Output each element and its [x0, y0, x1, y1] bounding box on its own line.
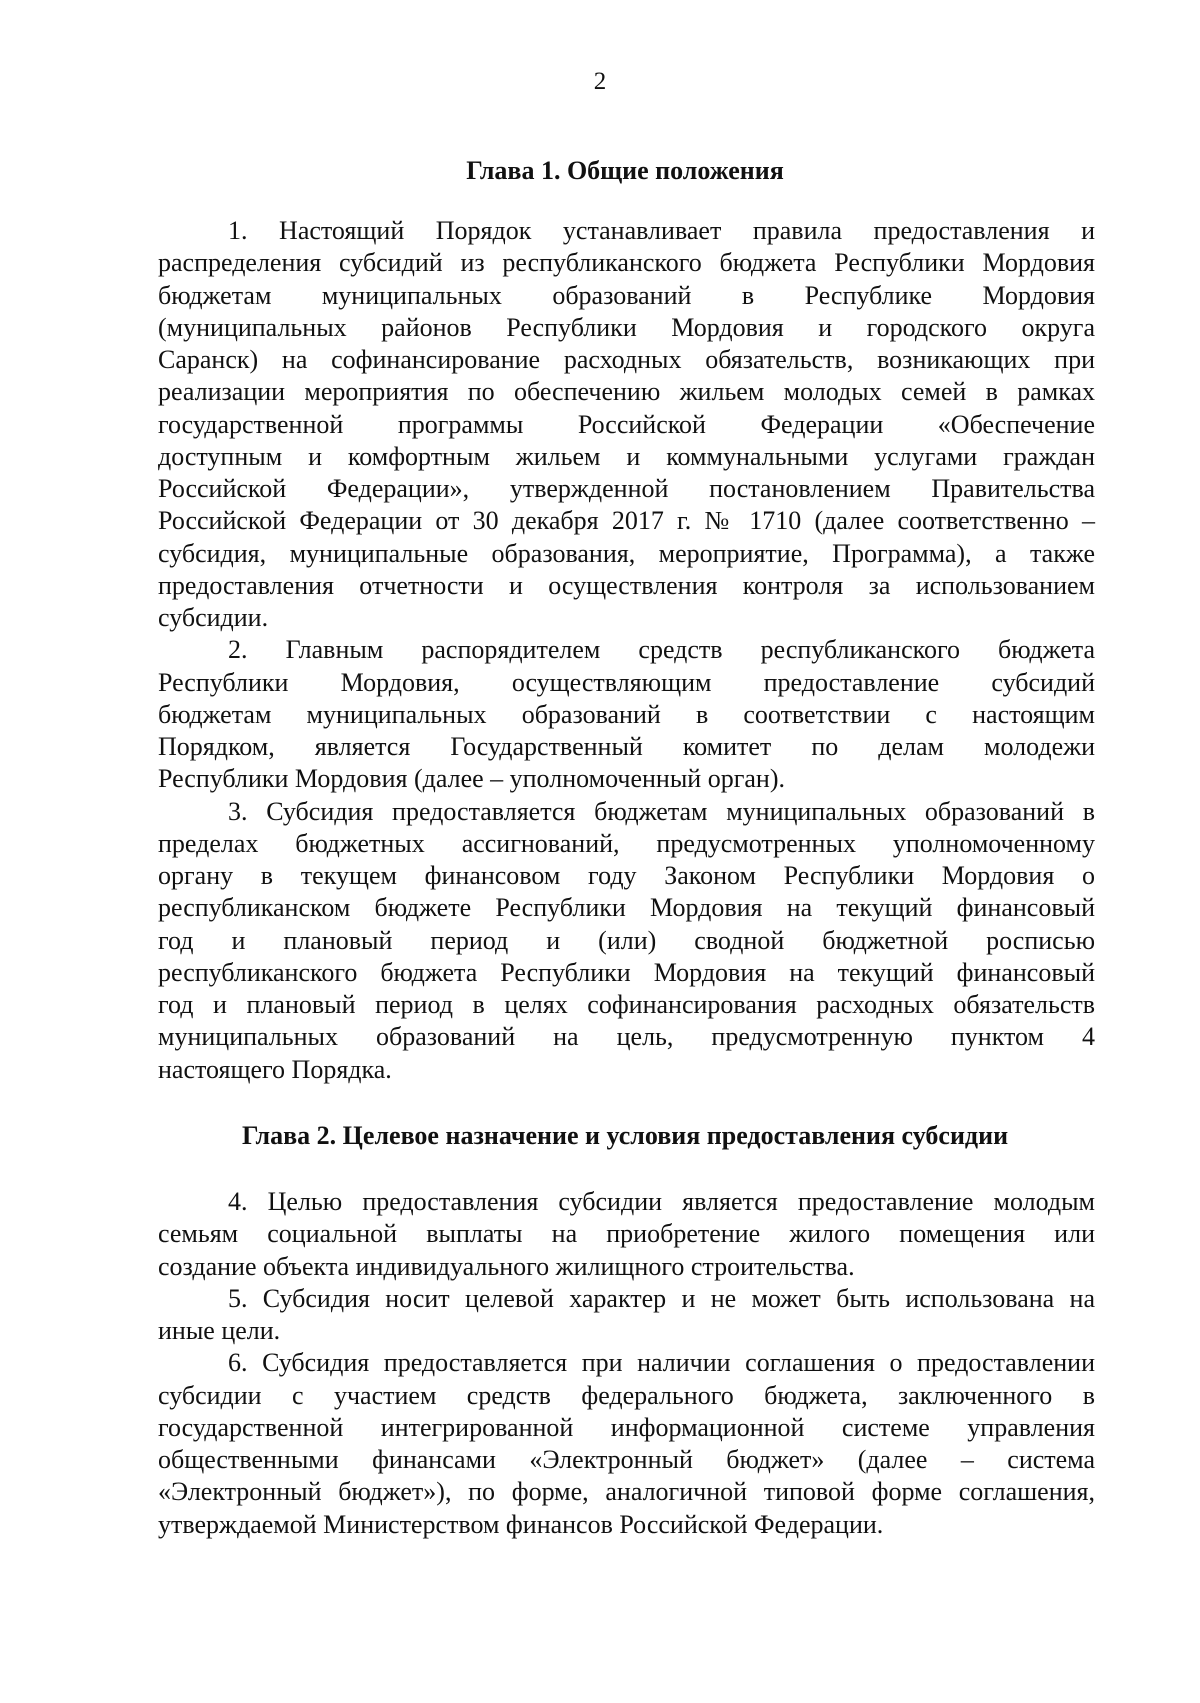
- paragraph-5-line: иные цели.: [158, 1316, 281, 1345]
- paragraph-2-line: бюджетам муниципальных образований в соответствии с настоящим: [158, 699, 1095, 729]
- paragraph-3-line: республиканском бюджете Республики Мордовия на текущий финансовый: [158, 893, 1095, 923]
- paragraph-3-line: 3. Субсидия предоставляется бюджетам муниципальных образований в: [228, 796, 1095, 826]
- paragraph-3-line: год и плановый период в целях софинансирования расходных обязательств: [158, 990, 1095, 1019]
- paragraph-1-line: Российской Федерации», утвержденной постановлением Правительства: [158, 474, 1095, 503]
- paragraph-6-line: субсидии с участием средств федерального бюджета, заключенного в: [158, 1380, 1095, 1410]
- paragraph-4-line: семьям социальной выплаты на приобретение жилого помещения или: [158, 1219, 1095, 1249]
- paragraph-6-line: государственной интегрированной информационной системе управления: [158, 1412, 1095, 1442]
- paragraph-2-line: Порядком, является Государственный комитет по делам молодежи: [158, 732, 1095, 761]
- paragraph-4-line: 4. Целью предоставления субсидии является предоставление молодым: [228, 1187, 1095, 1216]
- paragraph-1-line: распределения субсидий из республиканского бюджета Республики Мордовия: [158, 248, 1095, 278]
- paragraph-3-line: органу в текущем финансовом году Законом Республики Мордовия о: [158, 861, 1095, 890]
- chapter-2-heading: Глава 2. Целевое назначение и условия предоставления субсидии: [241, 1121, 1009, 1150]
- paragraph-3-line: пределах бюджетных ассигнований, предусмотренных уполномоченному: [158, 828, 1095, 858]
- paragraph-6-line: 6. Субсидия предоставляется при наличии соглашения о предоставлении: [228, 1348, 1095, 1378]
- paragraph-3-line: муниципальных образований на цель, предусмотренную пунктом 4: [158, 1022, 1095, 1052]
- paragraph-1-line: бюджетам муниципальных образований в Республике Мордовия: [158, 280, 1095, 310]
- page-number: 2: [593, 68, 607, 95]
- paragraph-2-line: Республики Мордовия (далее – уполномоченный орган).: [158, 764, 785, 794]
- paragraph-1-line: субсидии.: [158, 603, 269, 632]
- paragraph-6-line: утверждаемой Министерством финансов Российской Федерации.: [158, 1509, 884, 1539]
- paragraph-5-line: 5. Субсидия носит целевой характер и не может быть использована на: [228, 1283, 1095, 1313]
- paragraph-1-line: (муниципальных районов Республики Мордовия и городского округа: [158, 312, 1095, 342]
- paragraph-1-line: субсидия, муниципальные образования, мероприятие, Программа), а также: [158, 538, 1095, 568]
- paragraph-4-line: создание объекта индивидуального жилищного строительства.: [158, 1251, 855, 1281]
- paragraph-1-line: доступным и комфортным жильем и коммунальными услугами граждан: [158, 441, 1095, 471]
- paragraph-2-line: 2. Главным распорядителем средств республиканского бюджета: [228, 635, 1095, 665]
- paragraph-6-line: общественными финансами «Электронный бюджет» (далее – система: [158, 1445, 1095, 1474]
- paragraph-3-line: настоящего Порядка.: [158, 1054, 392, 1084]
- paragraph-1-line: предоставления отчетности и осуществления контроля за использованием: [158, 570, 1095, 600]
- paragraph-1-line: Российской Федерации от 30 декабря 2017 г. № 1710 (далее соответственно –: [158, 506, 1095, 536]
- paragraph-1-line: государственной программы Российской Федерации «Обеспечение: [158, 409, 1095, 439]
- paragraph-3-line: республиканского бюджета Республики Мордовия на текущий финансовый: [158, 957, 1095, 987]
- chapter-1-text: [158, 215, 1095, 1086]
- paragraph-1-line: реализации мероприятия по обеспечению жильем молодых семей в рамках: [158, 377, 1095, 407]
- chapter-1-heading: Глава 1. Общие положения: [466, 156, 784, 185]
- paragraph-1-line: Саранск) на софинансирование расходных обязательств, возникающих при: [158, 345, 1095, 374]
- paragraph-3-line: год и плановый период и (или) сводной бюджетной росписью: [158, 925, 1095, 955]
- paragraph-2-line: Республики Мордовия, осуществляющим предоставление субсидий: [158, 667, 1095, 697]
- paragraph-6-line: «Электронный бюджет»), по форме, аналогичной типовой форме соглашения,: [158, 1477, 1095, 1507]
- chapter-2-text: [158, 1186, 1095, 1541]
- paragraph-1-line: 1. Настоящий Порядок устанавливает правила предоставления и: [228, 216, 1095, 245]
